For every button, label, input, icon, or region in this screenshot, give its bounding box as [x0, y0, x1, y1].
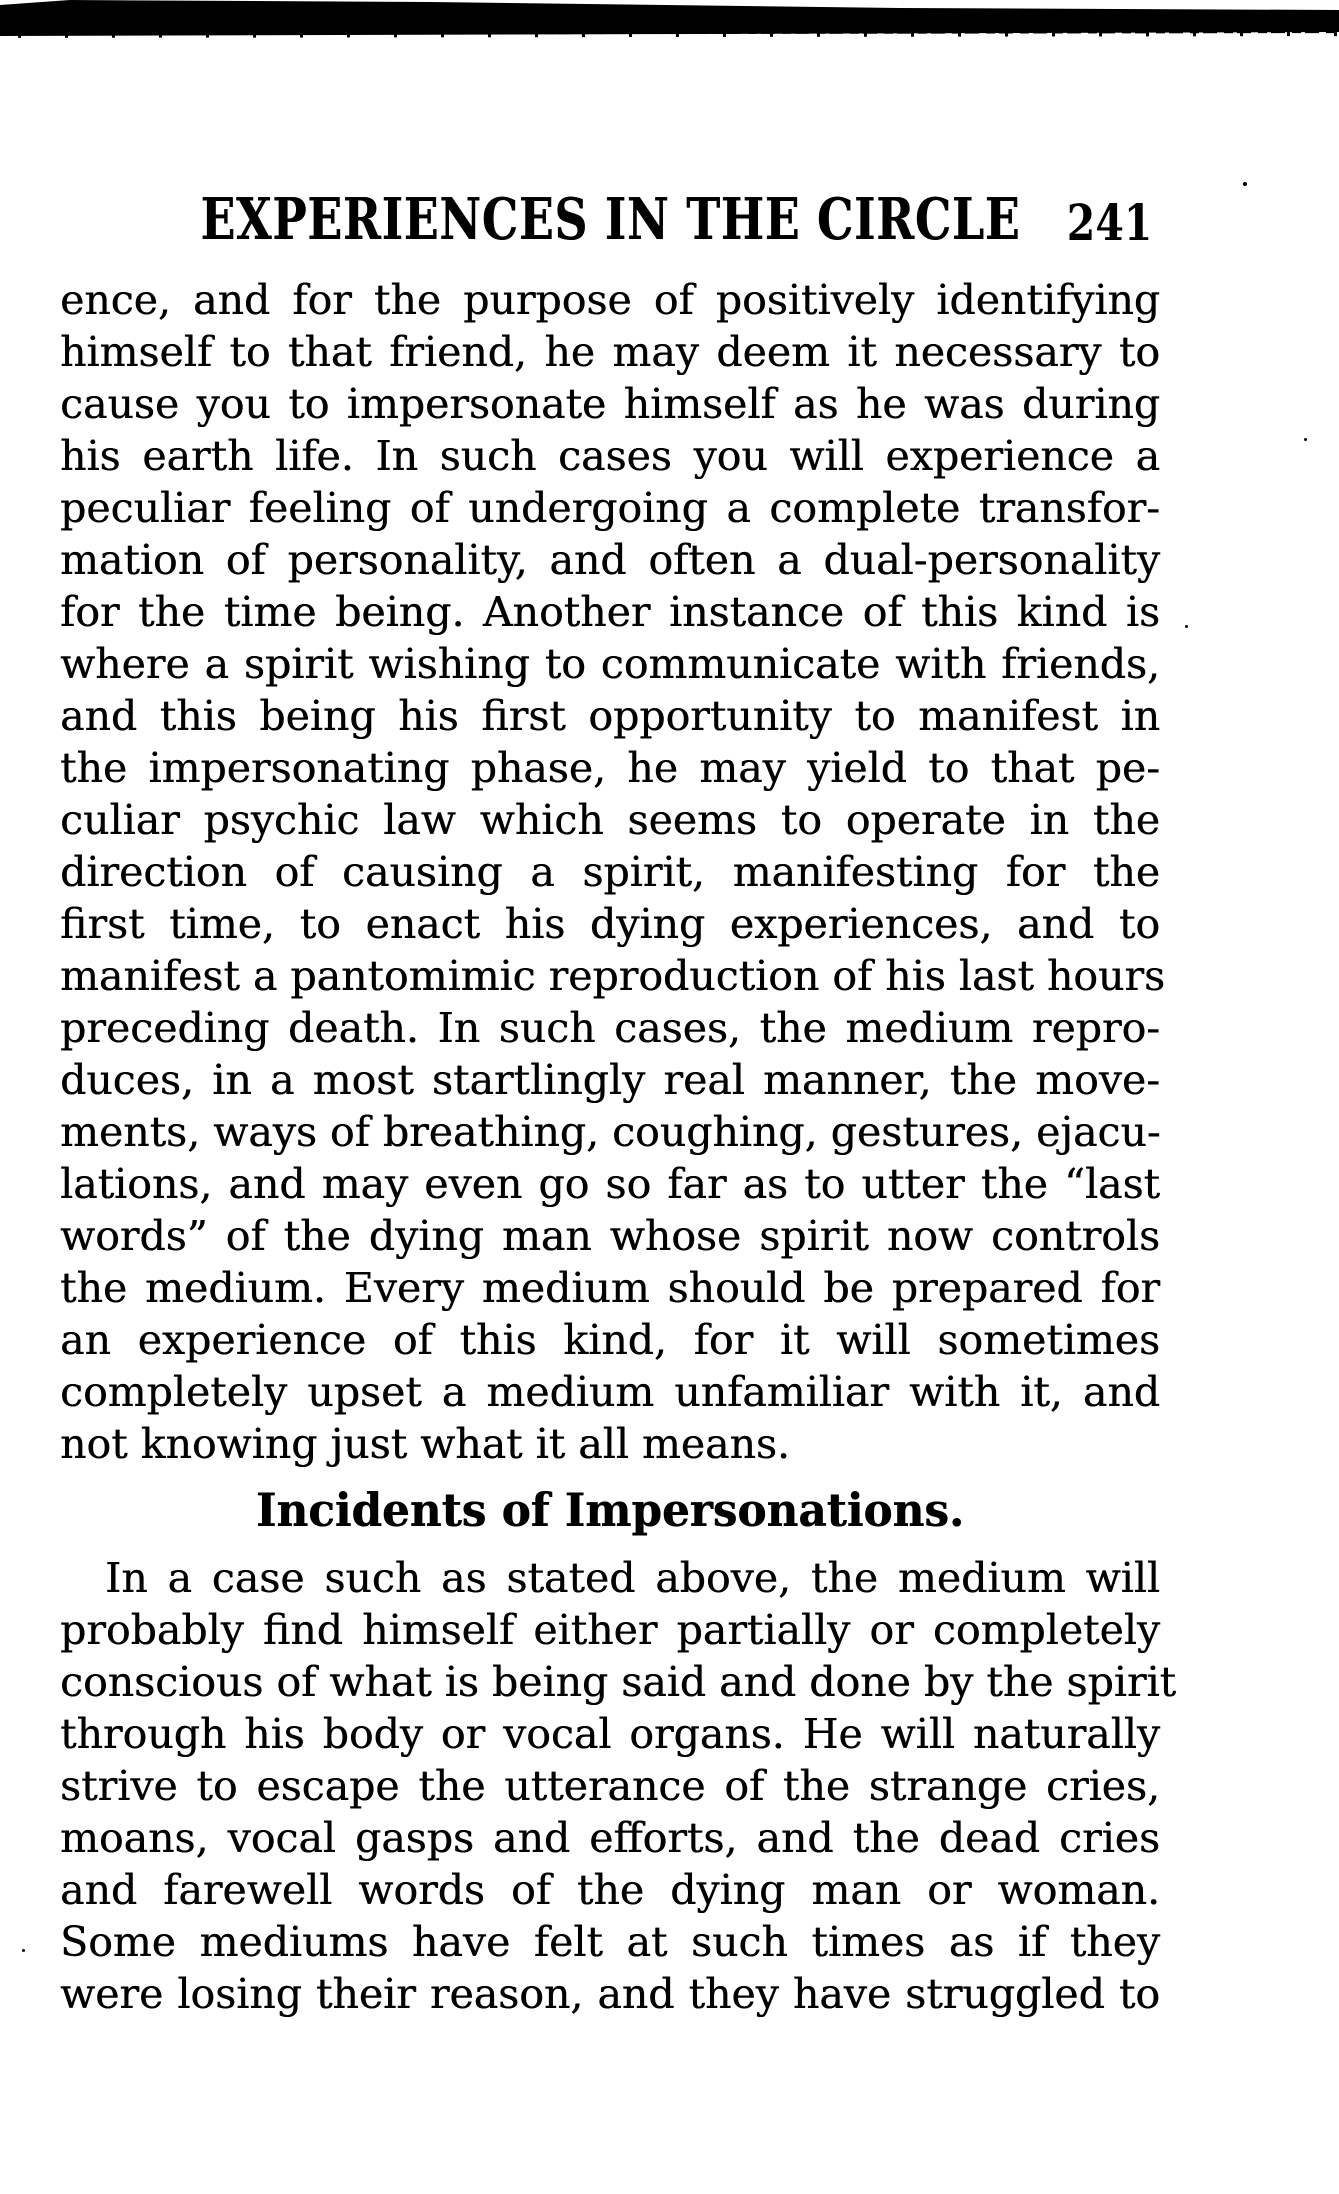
text-line: were losing their reason, and they have struggled to	[60, 1970, 1160, 2018]
paragraph-incidents	[60, 1552, 1177, 2020]
text-line: himself to that friend, he may deem it necessary to	[60, 328, 1160, 376]
scan-artifact-frayed-edge	[0, 30, 1339, 38]
text-line: preceding death. In such cases, the medium repro-	[60, 1004, 1160, 1052]
text-line: Some mediums have felt at such times as if they	[60, 1918, 1160, 1966]
text-line: ments, ways of breathing, coughing, gestures, ejacu-	[60, 1108, 1161, 1156]
text-line: peculiar feeling of undergoing a complete transfor-	[60, 484, 1160, 532]
section-heading: Incidents of Impersonations.	[255, 1483, 965, 1537]
scan-speck	[1243, 182, 1247, 186]
text-line: an experience of this kind, for it will sometimes	[60, 1316, 1160, 1364]
scan-speck	[1304, 438, 1307, 441]
text-line: and farewell words of the dying man or woman.	[60, 1866, 1160, 1914]
text-line: cause you to impersonate himself as he was during	[60, 380, 1160, 428]
text-line: mation of personality, and often a dual-personality	[60, 536, 1160, 584]
text-line: through his body or vocal organs. He will naturally	[60, 1710, 1160, 1758]
text-line: the impersonating phase, he may yield to that pe-	[60, 744, 1160, 792]
paragraph-continuation	[60, 274, 1165, 1470]
text-line: first time, to enact his dying experiences, and to	[60, 900, 1160, 948]
text-line: manifest a pantomimic reproduction of his last hours	[60, 952, 1165, 1000]
text-line: moans, vocal gasps and efforts, and the dead cries	[60, 1814, 1160, 1862]
text-line: direction of causing a spirit, manifesting for the	[60, 848, 1160, 896]
text-line: completely upset a medium unfamiliar with it, and	[60, 1368, 1160, 1416]
text-line: the medium. Every medium should be prepared for	[60, 1264, 1160, 1312]
text-line: ence, and for the purpose of positively identifying	[60, 276, 1160, 324]
text-line: lations, and may even go so far as to utter the “last	[60, 1160, 1160, 1208]
text-line: where a spirit wishing to communicate with friends,	[60, 640, 1160, 688]
page-number: 241	[1066, 193, 1152, 252]
text-line: probably find himself either partially or completely	[60, 1606, 1160, 1654]
text-line: words” of the dying man whose spirit now controls	[60, 1212, 1160, 1260]
scan-speck	[1185, 625, 1188, 628]
text-line: strive to escape the utterance of the strange cries,	[60, 1762, 1160, 1810]
text-line: duces, in a most startlingly real manner, the move-	[60, 1056, 1160, 1104]
chapter-title: EXPERIENCES IN THE CIRCLE	[200, 186, 1020, 253]
running-header	[60, 186, 1160, 253]
text-line: In a case such as stated above, the medium will	[105, 1554, 1160, 1602]
text-line: for the time being. Another instance of this kind is	[60, 588, 1160, 636]
page-text-column	[60, 186, 1177, 2020]
text-line: culiar psychic law which seems to operate in the	[60, 796, 1160, 844]
text-line: and this being his first opportunity to manifest in	[60, 692, 1160, 740]
text-line: not knowing just what it all means.	[60, 1420, 790, 1468]
text-line: conscious of what is being said and done by the spirit	[60, 1658, 1177, 1706]
text-line: his earth life. In such cases you will experience a	[60, 432, 1160, 480]
scan-speck	[22, 1949, 25, 1952]
